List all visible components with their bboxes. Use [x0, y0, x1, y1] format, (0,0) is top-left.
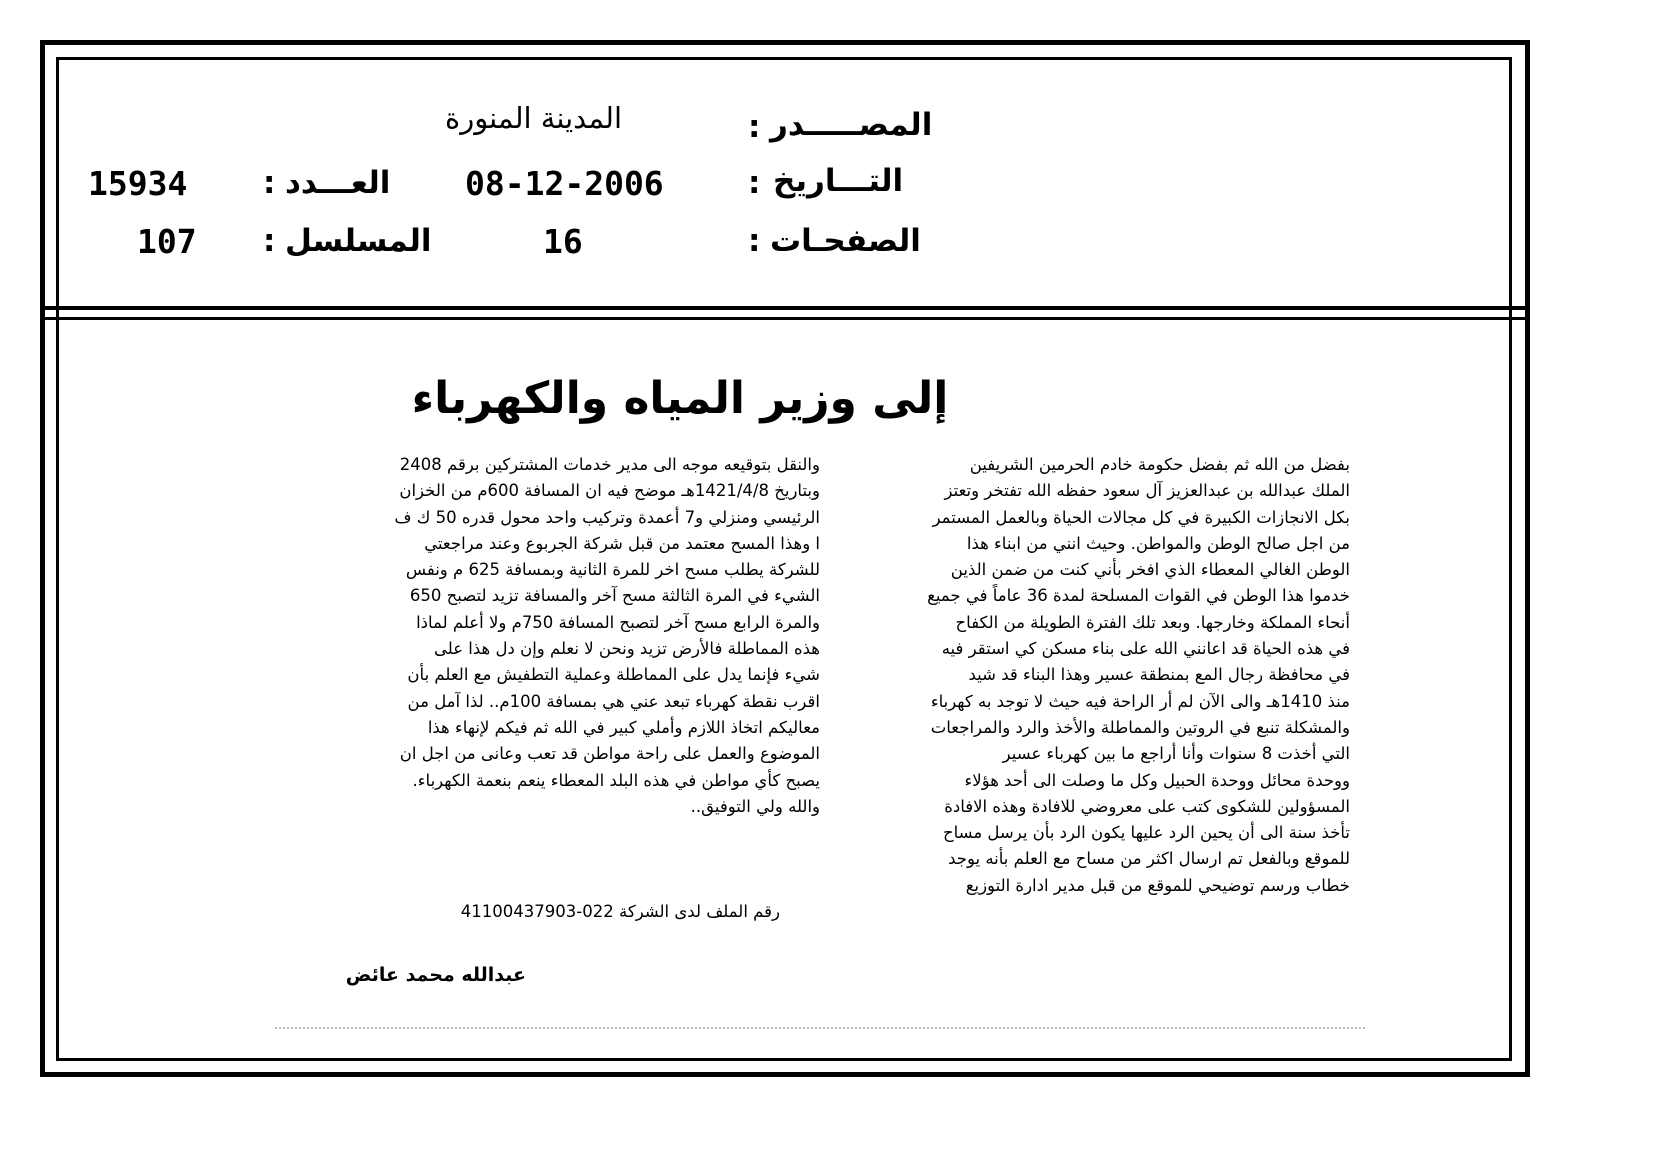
date-colon: :	[748, 165, 761, 201]
clipping-edge	[275, 1027, 1365, 1029]
article-line: من اجل صالح الوطن والمواطن. وحيث انني من ابناء هذا	[966, 533, 1350, 553]
issue-value: 15934	[88, 164, 188, 203]
article-line: شيء فإنما يدل على المماطلة وعملية التطفيش مع العلم بأن	[407, 665, 820, 685]
source-value: المدينة المنورة	[445, 101, 623, 135]
article-line: والله ولي التوفيق..	[690, 796, 820, 816]
serial-label: المسلسل	[285, 223, 432, 259]
article-column-left	[315, 452, 820, 820]
article-line: وبتاريخ 1421/4/8هـ موضح فيه ان المسافة 600م من الخزان	[399, 481, 820, 501]
article-column-right	[840, 452, 1350, 899]
article-line: يصبح كأي مواطن في هذه البلد المعطاء ينعم بنعمة الكهرباء.	[412, 770, 820, 790]
article-line: الرئيسي ومنزلي و7 أعمدة وتركيب واحد محول قدره 50 ك ف	[394, 507, 820, 527]
issue-colon: :	[263, 165, 276, 201]
pages-value: 16	[543, 222, 583, 261]
article-line: الملك عبدالله بن عبدالعزيز آل سعود حفظه الله تفتخر وتعتز	[944, 481, 1350, 501]
article-line: والمرة الرابع مسح آخر لتصبح المسافة 750م ولا أعلم لماذا	[416, 612, 820, 632]
date-value: 08-12-2006	[465, 164, 664, 203]
article-line: بكل الانجازات الكبيرة في كل مجالات الحياة وبالعمل المستمر	[932, 507, 1350, 527]
article-line: الشيء في المرة الثالثة مسح آخر والمسافة تزيد لتصبح 650	[409, 586, 820, 606]
pages-colon: :	[748, 223, 761, 259]
article-line: بفضل من الله ثم بفضل حكومة خادم الحرمين الشريفين	[969, 455, 1350, 474]
pages-label: الصفحـات	[770, 223, 921, 259]
article-line: والمشكلة تنبع في الروتين والمماطلة والأخذ والرد والمراجعات	[930, 717, 1350, 737]
article-line: اقرب نقطة كهرباء تبعد عني هي بمسافة 100م.. لذا آمل من	[407, 691, 820, 711]
source-label: المصـــــدر	[770, 107, 933, 143]
issue-label: العـــدد	[285, 165, 391, 201]
article-line: هذه المماطلة فالأرض تزيد ونحن لا نعلم وإن دل هذا على	[434, 639, 820, 659]
article-line: معاليكم اتخاذ اللازم وأملي كبير في الله ثم فيكم لإنهاء هذا	[427, 717, 820, 737]
article-line: للشركة يطلب مسح اخر للمرة الثانية وبمسافة 625 م ونفس	[405, 560, 820, 580]
article-line: ووحدة محائل ووحدة الحبيل وكل ما وصلت الى أحد هؤلاء	[964, 770, 1350, 790]
article-line: التي أخذت 8 سنوات وأنا أراجع ما بين كهرباء عسير	[1002, 744, 1350, 764]
article-line: المسؤولين للشكوى كتب على معروضي للافادة وهذه الافادة	[944, 796, 1350, 816]
article-headline: إلى وزير المياه والكهرباء	[411, 373, 949, 424]
article-line: منذ 1410هـ والى الآن لم أر الراحة فيه حيث لا توجد به كهرباء	[930, 691, 1350, 711]
article-line: الموضوع والعمل على راحة مواطن قد تعب وعانى من اجل ان	[399, 744, 820, 764]
serial-value: 107	[137, 222, 197, 261]
article-line: خطاب ورسم توضيحي للموقع من قبل مدير ادارة التوزيع	[965, 875, 1350, 895]
source-colon: :	[748, 109, 761, 145]
article-line: ا وهذا المسح معتمد من قبل شركة الجربوع وعند مراجعتي	[424, 533, 820, 553]
article-line: في محافظة رجال المع بمنطقة عسير وهذا البناء قد شيد	[968, 665, 1350, 685]
article-line: والنقل بتوقيعه موجه الى مدير خدمات المشتركين برقم 2408	[399, 455, 820, 474]
author-signature: عبدالله محمد عائض	[345, 964, 526, 986]
serial-colon: :	[263, 223, 276, 259]
article-line: تأخذ سنة الى أن يحين الرد عليها يكون الرد بأن يرسل مساح	[942, 823, 1350, 843]
article-line: خدموا هذا الوطن في القوات المسلحة لمدة 36 عاماً في جميع	[927, 586, 1350, 606]
date-label: التـــاريخ	[773, 163, 904, 199]
article-line: في هذه الحياة قد اعانني الله على بناء مسكن كي استقر فيه	[941, 639, 1350, 659]
file-number-line: رقم الملف لدى الشركة 022-41100437903	[460, 902, 780, 921]
article-line: الوطن الغالي المعطاء الذي افخر بأني كنت من ضمن الذين	[950, 560, 1350, 580]
article-line: للموقع وبالفعل تم ارسال اكثر من مساح مع العلم بأنه يوجد	[948, 849, 1350, 869]
header-divider	[42, 306, 1528, 320]
article-line: أنحاء المملكة وخارجها. وبعد تلك الفترة الطويلة من الكفاح	[955, 612, 1350, 632]
